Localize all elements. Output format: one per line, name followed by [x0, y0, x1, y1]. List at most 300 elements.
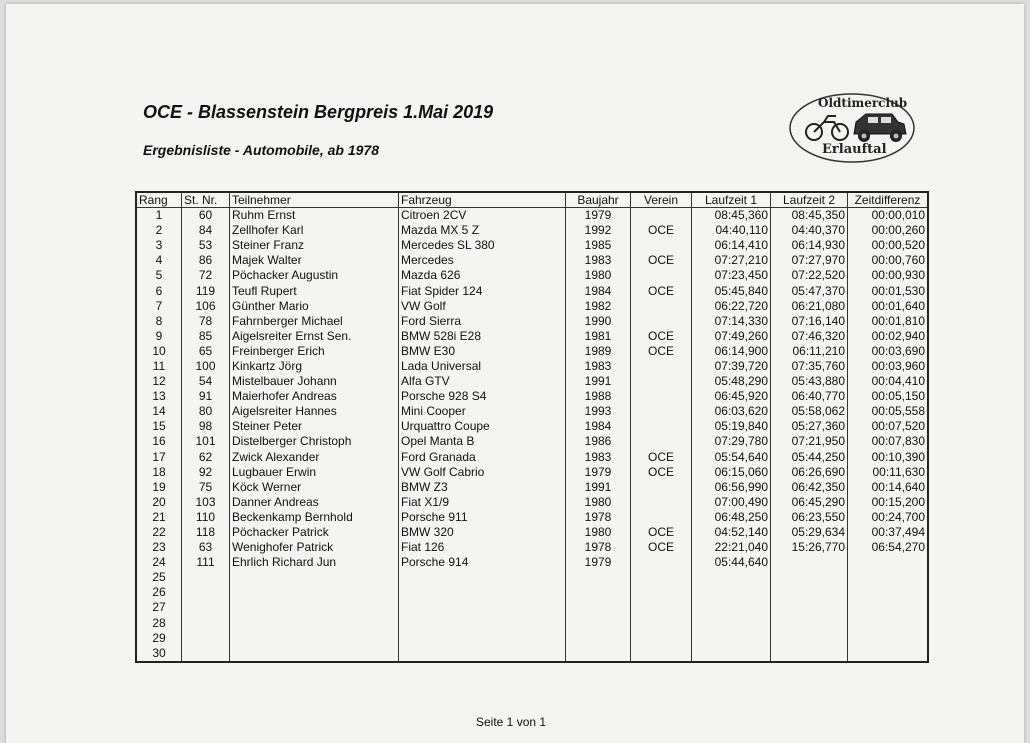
- cell-teilnehmer: Aigelsreiter Hannes: [230, 404, 399, 419]
- cell-verein: OCE: [631, 540, 692, 555]
- cell-laufzeit-1: 07:00,490: [692, 495, 771, 510]
- cell-verein: [631, 480, 692, 495]
- cell-startnummer: 63: [182, 540, 230, 555]
- cell-teilnehmer: Fahrnberger Michael: [230, 314, 399, 329]
- cell-fahrzeug: [399, 631, 566, 646]
- cell-laufzeit-2: 05:27,360: [771, 419, 848, 434]
- cell-rang: 23: [136, 540, 182, 555]
- cell-startnummer: [182, 600, 230, 615]
- cell-startnummer: 62: [182, 450, 230, 465]
- cell-laufzeit-1: 04:40,110: [692, 223, 771, 238]
- table-header-row: [136, 192, 928, 208]
- cell-baujahr: 1984: [566, 419, 631, 434]
- cell-laufzeit-2: 05:47,370: [771, 283, 848, 298]
- cell-startnummer: 53: [182, 238, 230, 253]
- cell-startnummer: 86: [182, 253, 230, 268]
- cell-zeitdifferenz: 00:15,200: [848, 495, 929, 510]
- cell-zeitdifferenz: 00:03,960: [848, 359, 929, 374]
- cell-rang: 8: [136, 314, 182, 329]
- cell-laufzeit-1: 06:48,250: [692, 510, 771, 525]
- cell-laufzeit-1: 05:19,840: [692, 419, 771, 434]
- cell-laufzeit-1: [692, 616, 771, 631]
- cell-laufzeit-2: [771, 555, 848, 570]
- cell-fahrzeug: Fiat X1/9: [399, 495, 566, 510]
- cell-laufzeit-1: 07:29,780: [692, 434, 771, 449]
- table-row: [136, 344, 928, 359]
- cell-teilnehmer: Zwick Alexander: [230, 450, 399, 465]
- cell-zeitdifferenz: 00:01,530: [848, 283, 929, 298]
- cell-teilnehmer: [230, 585, 399, 600]
- cell-verein: [631, 555, 692, 570]
- cell-zeitdifferenz: 00:01,810: [848, 314, 929, 329]
- cell-laufzeit-1: 07:39,720: [692, 359, 771, 374]
- cell-laufzeit-1: 06:45,920: [692, 389, 771, 404]
- cell-baujahr: 1982: [566, 299, 631, 314]
- cell-baujahr: 1989: [566, 344, 631, 359]
- logo-text-bottom: Erlauftal: [822, 142, 887, 157]
- cell-fahrzeug: BMW 528i E28: [399, 329, 566, 344]
- cell-rang: 14: [136, 404, 182, 419]
- cell-laufzeit-2: 05:58,062: [771, 404, 848, 419]
- header-rang: Rang: [136, 192, 182, 208]
- cell-baujahr: 1988: [566, 389, 631, 404]
- cell-laufzeit-1: 06:15,060: [692, 465, 771, 480]
- cell-laufzeit-2: 06:40,770: [771, 389, 848, 404]
- cell-laufzeit-1: [692, 570, 771, 585]
- cell-verein: [631, 616, 692, 631]
- table-row: [136, 450, 928, 465]
- cell-baujahr: 1985: [566, 238, 631, 253]
- cell-rang: 29: [136, 631, 182, 646]
- cell-verein: OCE: [631, 344, 692, 359]
- cell-laufzeit-1: 22:21,040: [692, 540, 771, 555]
- cell-rang: 3: [136, 238, 182, 253]
- cell-teilnehmer: [230, 631, 399, 646]
- cell-verein: OCE: [631, 450, 692, 465]
- cell-rang: 19: [136, 480, 182, 495]
- cell-laufzeit-1: 05:48,290: [692, 374, 771, 389]
- cell-zeitdifferenz: 00:24,700: [848, 510, 929, 525]
- cell-rang: 15: [136, 419, 182, 434]
- cell-laufzeit-1: [692, 585, 771, 600]
- cell-verein: OCE: [631, 525, 692, 540]
- cell-laufzeit-2: 06:14,930: [771, 238, 848, 253]
- table-row: [136, 299, 928, 314]
- cell-rang: 9: [136, 329, 182, 344]
- cell-baujahr: 1991: [566, 374, 631, 389]
- cell-rang: 22: [136, 525, 182, 540]
- cell-baujahr: 1992: [566, 223, 631, 238]
- document-subtitle: Ergebnisliste - Automobile, ab 1978: [143, 142, 379, 158]
- cell-baujahr: 1980: [566, 495, 631, 510]
- cell-rang: 12: [136, 374, 182, 389]
- table-row: [136, 465, 928, 480]
- cell-startnummer: 106: [182, 299, 230, 314]
- cell-teilnehmer: [230, 646, 399, 662]
- cell-teilnehmer: Steiner Peter: [230, 419, 399, 434]
- cell-teilnehmer: Wenighofer Patrick: [230, 540, 399, 555]
- cell-teilnehmer: Pöchacker Patrick: [230, 525, 399, 540]
- cell-zeitdifferenz: 00:14,640: [848, 480, 929, 495]
- cell-laufzeit-1: 07:23,450: [692, 268, 771, 283]
- cell-rang: 24: [136, 555, 182, 570]
- cell-teilnehmer: Teufl Rupert: [230, 283, 399, 298]
- cell-startnummer: 103: [182, 495, 230, 510]
- cell-verein: [631, 238, 692, 253]
- cell-laufzeit-2: 07:16,140: [771, 314, 848, 329]
- cell-teilnehmer: [230, 600, 399, 615]
- cell-zeitdifferenz: 00:00,930: [848, 268, 929, 283]
- cell-startnummer: 75: [182, 480, 230, 495]
- cell-verein: OCE: [631, 253, 692, 268]
- cell-fahrzeug: [399, 585, 566, 600]
- cell-startnummer: 119: [182, 283, 230, 298]
- cell-startnummer: [182, 646, 230, 662]
- cell-teilnehmer: Aigelsreiter Ernst Sen.: [230, 329, 399, 344]
- table-row: [136, 208, 928, 224]
- cell-fahrzeug: Lada Universal: [399, 359, 566, 374]
- cell-verein: [631, 510, 692, 525]
- cell-fahrzeug: BMW Z3: [399, 480, 566, 495]
- cell-fahrzeug: Porsche 928 S4: [399, 389, 566, 404]
- table-row: [136, 540, 928, 555]
- cell-teilnehmer: Beckenkamp Bernhold: [230, 510, 399, 525]
- cell-laufzeit-1: 06:03,620: [692, 404, 771, 419]
- cell-zeitdifferenz: [848, 570, 929, 585]
- cell-laufzeit-1: [692, 600, 771, 615]
- cell-verein: [631, 434, 692, 449]
- cell-laufzeit-2: 06:21,080: [771, 299, 848, 314]
- cell-fahrzeug: Fiat Spider 124: [399, 283, 566, 298]
- cell-startnummer: 85: [182, 329, 230, 344]
- cell-fahrzeug: Fiat 126: [399, 540, 566, 555]
- cell-zeitdifferenz: [848, 646, 929, 662]
- cell-laufzeit-2: [771, 570, 848, 585]
- cell-verein: [631, 585, 692, 600]
- table-row: [136, 223, 928, 238]
- table-row: [136, 434, 928, 449]
- cell-laufzeit-2: [771, 585, 848, 600]
- cell-verein: [631, 570, 692, 585]
- cell-zeitdifferenz: 00:05,150: [848, 389, 929, 404]
- cell-laufzeit-2: 06:42,350: [771, 480, 848, 495]
- table-row: [136, 419, 928, 434]
- cell-fahrzeug: Mercedes SL 380: [399, 238, 566, 253]
- cell-laufzeit-2: 15:26,770: [771, 540, 848, 555]
- cell-rang: 1: [136, 208, 182, 224]
- cell-zeitdifferenz: 00:11,630: [848, 465, 929, 480]
- cell-zeitdifferenz: [848, 631, 929, 646]
- cell-verein: [631, 600, 692, 615]
- cell-zeitdifferenz: 00:07,830: [848, 434, 929, 449]
- table-row: [136, 283, 928, 298]
- cell-teilnehmer: Ehrlich Richard Jun: [230, 555, 399, 570]
- table-row: [136, 329, 928, 344]
- cell-teilnehmer: [230, 616, 399, 631]
- cell-startnummer: 100: [182, 359, 230, 374]
- cell-fahrzeug: VW Golf Cabrio: [399, 465, 566, 480]
- cell-laufzeit-2: 05:43,880: [771, 374, 848, 389]
- header-startnummer: St. Nr.: [182, 192, 230, 208]
- cell-baujahr: 1990: [566, 314, 631, 329]
- cell-baujahr: 1979: [566, 555, 631, 570]
- cell-fahrzeug: Mazda 626: [399, 268, 566, 283]
- table-row: [136, 600, 928, 615]
- cell-laufzeit-2: 05:29,634: [771, 525, 848, 540]
- cell-zeitdifferenz: 00:37,494: [848, 525, 929, 540]
- cell-verein: OCE: [631, 283, 692, 298]
- cell-verein: [631, 419, 692, 434]
- cell-fahrzeug: Mini Cooper: [399, 404, 566, 419]
- header-laufzeit-1: Laufzeit 1: [692, 192, 771, 208]
- cell-zeitdifferenz: 00:00,260: [848, 223, 929, 238]
- cell-startnummer: 78: [182, 314, 230, 329]
- cell-fahrzeug: Alfa GTV: [399, 374, 566, 389]
- cell-zeitdifferenz: [848, 555, 929, 570]
- cell-zeitdifferenz: [848, 585, 929, 600]
- cell-laufzeit-2: 06:23,550: [771, 510, 848, 525]
- cell-laufzeit-1: [692, 631, 771, 646]
- cell-laufzeit-2: 07:21,950: [771, 434, 848, 449]
- cell-baujahr: 1983: [566, 359, 631, 374]
- cell-laufzeit-1: 07:14,330: [692, 314, 771, 329]
- cell-rang: 18: [136, 465, 182, 480]
- cell-fahrzeug: [399, 570, 566, 585]
- cell-startnummer: 80: [182, 404, 230, 419]
- cell-rang: 20: [136, 495, 182, 510]
- cell-startnummer: [182, 631, 230, 646]
- cell-rang: 21: [136, 510, 182, 525]
- table-row: [136, 374, 928, 389]
- cell-teilnehmer: Maierhofer Andreas: [230, 389, 399, 404]
- cell-fahrzeug: Porsche 914: [399, 555, 566, 570]
- cell-verein: [631, 268, 692, 283]
- cell-rang: 7: [136, 299, 182, 314]
- header-baujahr: Baujahr: [566, 192, 631, 208]
- cell-baujahr: 1986: [566, 434, 631, 449]
- cell-teilnehmer: Köck Werner: [230, 480, 399, 495]
- table-row: [136, 646, 928, 662]
- cell-fahrzeug: Ford Granada: [399, 450, 566, 465]
- cell-rang: 30: [136, 646, 182, 662]
- cell-laufzeit-1: 04:52,140: [692, 525, 771, 540]
- cell-zeitdifferenz: 00:02,940: [848, 329, 929, 344]
- header-laufzeit-2: Laufzeit 2: [771, 192, 848, 208]
- cell-startnummer: 111: [182, 555, 230, 570]
- cell-zeitdifferenz: 06:54,270: [848, 540, 929, 555]
- cell-fahrzeug: Mercedes: [399, 253, 566, 268]
- cell-zeitdifferenz: 00:03,690: [848, 344, 929, 359]
- cell-rang: 26: [136, 585, 182, 600]
- logo-text-top: Oldtimerclub: [818, 96, 908, 110]
- cell-zeitdifferenz: 00:07,520: [848, 419, 929, 434]
- cell-startnummer: 110: [182, 510, 230, 525]
- cell-laufzeit-2: 07:22,520: [771, 268, 848, 283]
- cell-rang: 10: [136, 344, 182, 359]
- cell-laufzeit-1: 07:27,210: [692, 253, 771, 268]
- cell-zeitdifferenz: [848, 600, 929, 615]
- table-row: [136, 570, 928, 585]
- table-row: [136, 404, 928, 419]
- cell-verein: [631, 631, 692, 646]
- cell-laufzeit-1: 05:54,640: [692, 450, 771, 465]
- table-row: [136, 555, 928, 570]
- cell-fahrzeug: [399, 646, 566, 662]
- cell-baujahr: [566, 600, 631, 615]
- cell-laufzeit-2: 04:40,370: [771, 223, 848, 238]
- cell-laufzeit-1: 06:14,900: [692, 344, 771, 359]
- cell-startnummer: 54: [182, 374, 230, 389]
- cell-fahrzeug: Porsche 911: [399, 510, 566, 525]
- cell-zeitdifferenz: 00:00,010: [848, 208, 929, 224]
- table-row: [136, 389, 928, 404]
- cell-baujahr: [566, 585, 631, 600]
- cell-verein: OCE: [631, 223, 692, 238]
- cell-teilnehmer: Pöchacker Augustin: [230, 268, 399, 283]
- cell-laufzeit-2: 06:26,690: [771, 465, 848, 480]
- cell-laufzeit-1: 05:44,640: [692, 555, 771, 570]
- cell-laufzeit-1: 08:45,360: [692, 208, 771, 224]
- cell-fahrzeug: [399, 616, 566, 631]
- cell-laufzeit-2: 06:45,290: [771, 495, 848, 510]
- table-row: [136, 510, 928, 525]
- cell-laufzeit-2: 08:45,350: [771, 208, 848, 224]
- table-row: [136, 268, 928, 283]
- cell-verein: [631, 314, 692, 329]
- cell-verein: OCE: [631, 465, 692, 480]
- cell-verein: [631, 404, 692, 419]
- cell-baujahr: [566, 646, 631, 662]
- cell-rang: 4: [136, 253, 182, 268]
- cell-teilnehmer: Majek Walter: [230, 253, 399, 268]
- cell-laufzeit-1: 07:49,260: [692, 329, 771, 344]
- cell-baujahr: 1980: [566, 268, 631, 283]
- cell-baujahr: 1991: [566, 480, 631, 495]
- cell-rang: 11: [136, 359, 182, 374]
- header-zeitdifferenz: Zeitdifferenz: [848, 192, 929, 208]
- table-row: [136, 314, 928, 329]
- cell-teilnehmer: Lugbauer Erwin: [230, 465, 399, 480]
- table-row: [136, 359, 928, 374]
- cell-rang: 28: [136, 616, 182, 631]
- cell-startnummer: 84: [182, 223, 230, 238]
- cell-teilnehmer: Danner Andreas: [230, 495, 399, 510]
- cell-laufzeit-1: 06:22,720: [692, 299, 771, 314]
- cell-rang: 2: [136, 223, 182, 238]
- cell-zeitdifferenz: 00:00,760: [848, 253, 929, 268]
- cell-startnummer: [182, 616, 230, 631]
- table-row: [136, 616, 928, 631]
- cell-verein: [631, 495, 692, 510]
- cell-teilnehmer: Freinberger Erich: [230, 344, 399, 359]
- cell-startnummer: 92: [182, 465, 230, 480]
- cell-rang: 17: [136, 450, 182, 465]
- cell-verein: [631, 374, 692, 389]
- cell-laufzeit-2: [771, 646, 848, 662]
- cell-verein: [631, 646, 692, 662]
- cell-verein: [631, 299, 692, 314]
- cell-baujahr: 1979: [566, 208, 631, 224]
- cell-verein: OCE: [631, 329, 692, 344]
- cell-laufzeit-1: [692, 646, 771, 662]
- cell-verein: [631, 389, 692, 404]
- cell-teilnehmer: [230, 570, 399, 585]
- results-table: [135, 191, 929, 663]
- cell-rang: 27: [136, 600, 182, 615]
- cell-startnummer: [182, 570, 230, 585]
- cell-startnummer: 65: [182, 344, 230, 359]
- cell-fahrzeug: Opel Manta B: [399, 434, 566, 449]
- cell-zeitdifferenz: 00:05,558: [848, 404, 929, 419]
- table-row: [136, 585, 928, 600]
- cell-verein: [631, 359, 692, 374]
- table-row: [136, 495, 928, 510]
- cell-teilnehmer: Distelberger Christoph: [230, 434, 399, 449]
- cell-rang: 5: [136, 268, 182, 283]
- cell-laufzeit-1: 05:45,840: [692, 283, 771, 298]
- table-row: [136, 525, 928, 540]
- cell-laufzeit-2: [771, 616, 848, 631]
- cell-baujahr: 1978: [566, 540, 631, 555]
- cell-laufzeit-1: 06:56,990: [692, 480, 771, 495]
- cell-laufzeit-2: [771, 600, 848, 615]
- document-title: OCE - Blassenstein Bergpreis 1.Mai 2019: [143, 102, 494, 122]
- table-row: [136, 631, 928, 646]
- cell-laufzeit-2: 07:46,320: [771, 329, 848, 344]
- cell-teilnehmer: Kinkartz Jörg: [230, 359, 399, 374]
- header-teilnehmer: Teilnehmer: [230, 192, 399, 208]
- cell-fahrzeug: BMW E30: [399, 344, 566, 359]
- cell-laufzeit-2: 07:35,760: [771, 359, 848, 374]
- cell-zeitdifferenz: 00:00,520: [848, 238, 929, 253]
- cell-fahrzeug: [399, 600, 566, 615]
- cell-teilnehmer: Günther Mario: [230, 299, 399, 314]
- cell-teilnehmer: Steiner Franz: [230, 238, 399, 253]
- cell-startnummer: [182, 585, 230, 600]
- cell-startnummer: 118: [182, 525, 230, 540]
- cell-verein: [631, 208, 692, 224]
- cell-laufzeit-2: [771, 631, 848, 646]
- cell-baujahr: 1981: [566, 329, 631, 344]
- cell-fahrzeug: Urquattro Coupe: [399, 419, 566, 434]
- cell-rang: 16: [136, 434, 182, 449]
- cell-baujahr: 1979: [566, 465, 631, 480]
- cell-baujahr: [566, 616, 631, 631]
- cell-baujahr: [566, 570, 631, 585]
- table-row: [136, 238, 928, 253]
- cell-startnummer: 98: [182, 419, 230, 434]
- cell-startnummer: 101: [182, 434, 230, 449]
- cell-baujahr: 1983: [566, 450, 631, 465]
- cell-zeitdifferenz: 00:04,410: [848, 374, 929, 389]
- cell-zeitdifferenz: [848, 616, 929, 631]
- cell-baujahr: 1978: [566, 510, 631, 525]
- cell-rang: 13: [136, 389, 182, 404]
- cell-startnummer: 60: [182, 208, 230, 224]
- page-number: Seite 1 von 1: [476, 715, 547, 729]
- table-row: [136, 480, 928, 495]
- cell-teilnehmer: Ruhm Ernst: [230, 208, 399, 224]
- cell-startnummer: 91: [182, 389, 230, 404]
- cell-laufzeit-1: 06:14,410: [692, 238, 771, 253]
- header-fahrzeug: Fahrzeug: [399, 192, 566, 208]
- cell-teilnehmer: Zellhofer Karl: [230, 223, 399, 238]
- cell-fahrzeug: BMW 320: [399, 525, 566, 540]
- header-verein: Verein: [631, 192, 692, 208]
- cell-teilnehmer: Mistelbauer Johann: [230, 374, 399, 389]
- cell-laufzeit-2: 05:44,250: [771, 450, 848, 465]
- cell-fahrzeug: VW Golf: [399, 299, 566, 314]
